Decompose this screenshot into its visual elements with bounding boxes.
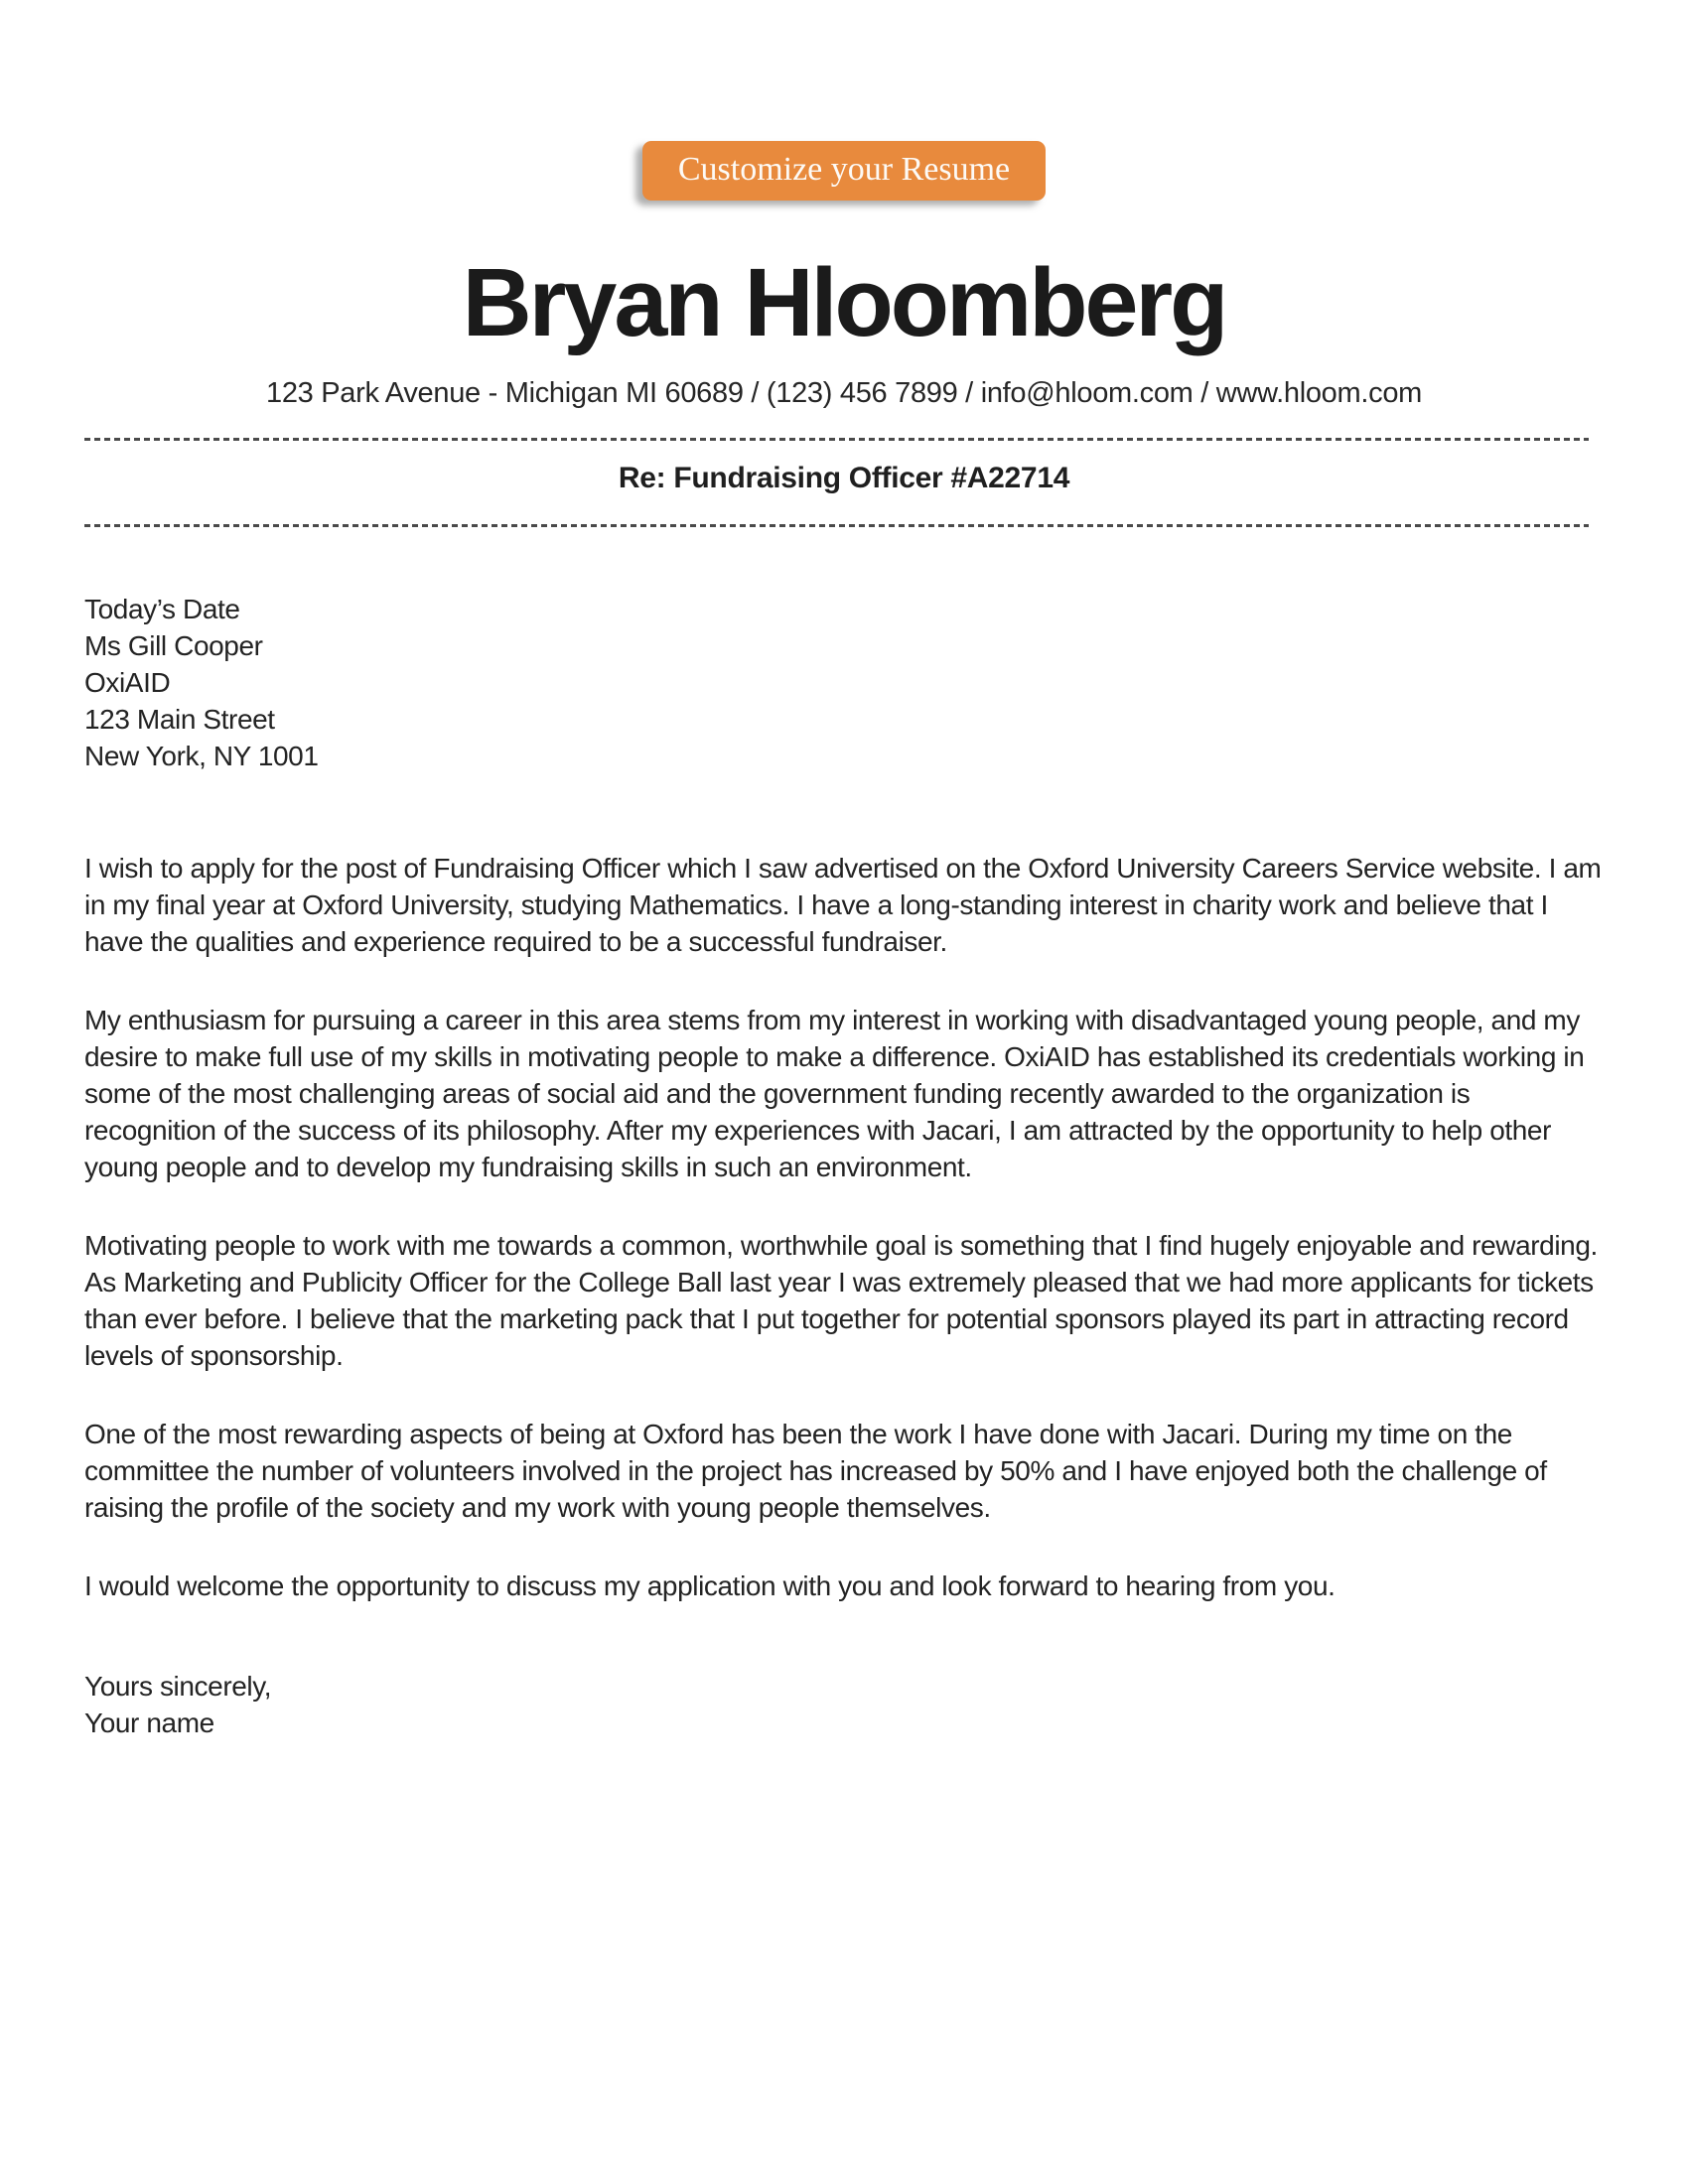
page-title: Bryan Hloomberg xyxy=(462,248,1226,356)
recipient-block xyxy=(84,591,1604,774)
letter-paragraph: My enthusiasm for pursuing a career in this area stems from my interest in working with disadvantaged young people, and my desire to make full use of my skills in motivating people to make a difference. OxiAID has established its credentials working in some of the most challenging areas of social aid and the government funding recently awarded to the organization is recognition of the success of its philosophy. After my experiences with Jacari, I am attracted by the opportunity to help other young people and to develop my fundraising skills in such an environment. xyxy=(84,1005,1585,1182)
letter-paragraph: Motivating people to work with me towards a common, worthwhile goal is something that I find hugely enjoyable and rewarding. As Marketing and Publicity Officer for the College Ball last year I was extremely pleased that we had more applicants for tickets than ever before. I believe that the marketing pack that I put together for potential sponsors played its part in attracting record levels of sponsorship. xyxy=(84,1230,1598,1371)
letter-paragraph: I would welcome the opportunity to discuss my application with you and look forward to hearing from you. xyxy=(84,1570,1336,1601)
closing-block xyxy=(84,1668,1604,1741)
recipient-line-street: 123 Main Street xyxy=(84,704,275,735)
contact-info: 123 Park Avenue - Michigan MI 60689 / (123) 456 7899 / info@hloom.com / www.hloom.com xyxy=(265,377,1423,409)
letter-paragraph: I wish to apply for the post of Fundraising Officer which I saw advertised on the Oxford University Careers Service website. I am in my final year at Oxford University, studying Mathematics. I have a long-standing interest in charity work and believe that I have the qualities and experience required to be a successful fundraiser. xyxy=(84,853,1602,957)
letter-body xyxy=(84,591,1604,1741)
customize-resume-button[interactable]: Customize your Resume xyxy=(642,141,1046,201)
recipient-line-date: Today’s Date xyxy=(84,594,240,624)
recipient-line-organization: OxiAID xyxy=(84,667,171,698)
letter-paragraph: One of the most rewarding aspects of being at Oxford has been the work I have done with Jacari. During my time on the committee the number of volunteers involved in the project has increased by 50% and I have enjoyed both the challenge of raising the profile of the society and my work with young people themselves. xyxy=(84,1419,1547,1523)
closing-salutation: Yours sincerely, xyxy=(84,1671,272,1702)
subject-line: Re: Fundraising Officer #A22714 xyxy=(618,462,1070,494)
dashed-divider-top xyxy=(84,438,1589,441)
recipient-line-name: Ms Gill Cooper xyxy=(84,630,263,661)
recipient-line-city: New York, NY 1001 xyxy=(84,741,319,771)
customize-button-row xyxy=(0,141,1688,201)
dashed-divider-bottom xyxy=(84,524,1589,527)
closing-signature: Your name xyxy=(84,1707,214,1738)
